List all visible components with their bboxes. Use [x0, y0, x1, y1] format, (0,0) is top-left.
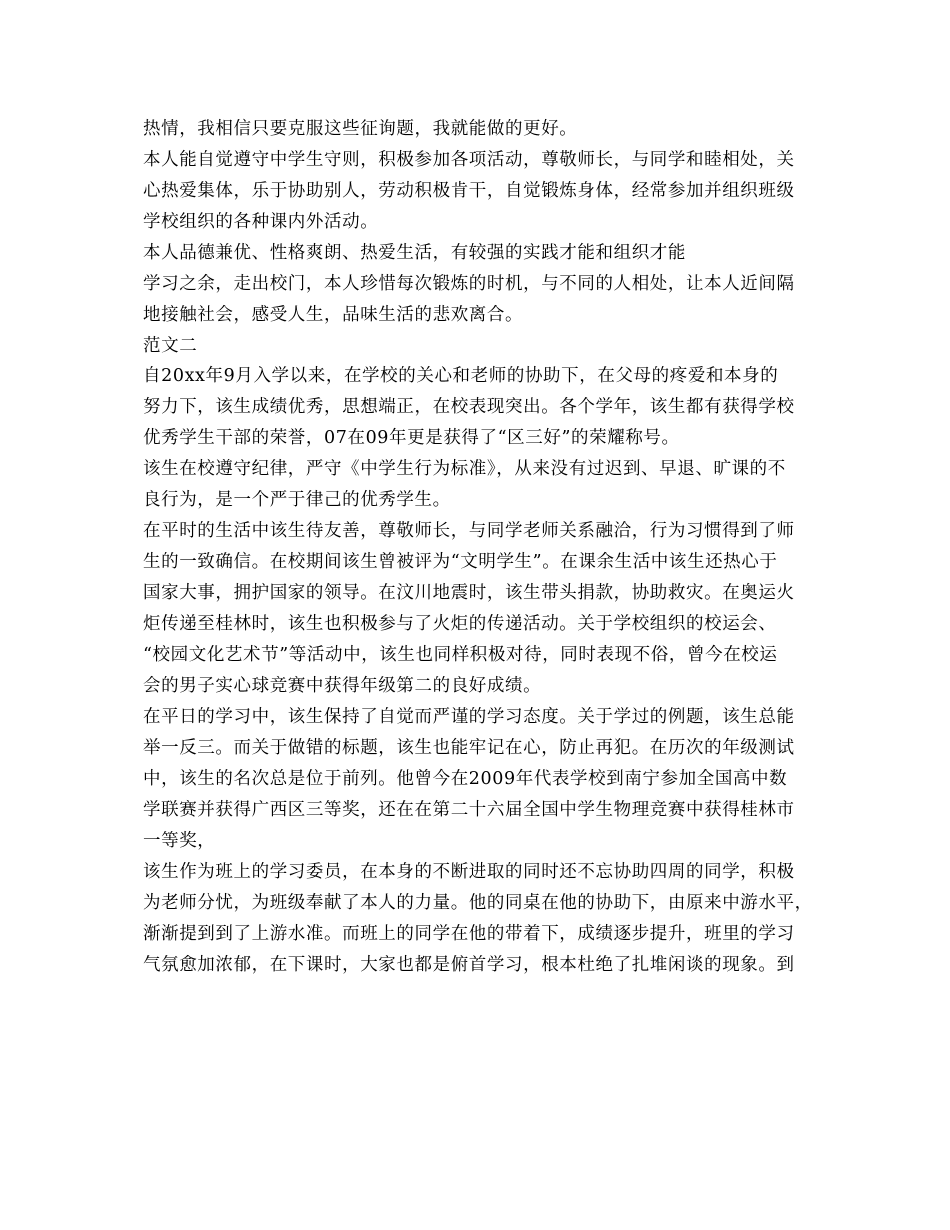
text-line: 地接触社会，感受人生，品味生活的悲欢离合。	[143, 305, 524, 325]
text-line: 努力下，该生成绩优秀，思想端正，在校表现突出。各个学年，该生都有获得学校	[143, 397, 795, 417]
text-line: 心热爱集体，乐于协助别人，劳动积极肯干，自觉锻炼身体，经常参加并组织班级	[143, 181, 795, 201]
document-body	[143, 114, 823, 981]
text-line: 为老师分忧，为班级奉献了本人的力量。他的同桌在他的协助下，由原来中游水平，	[143, 893, 813, 913]
text-line: 良行为，是一个严于律己的优秀学生。	[143, 490, 451, 510]
text-line: 会的男子实心球竞赛中获得年级第二的良好成绩。	[143, 676, 542, 696]
text-line: 本人品德兼优、性格爽朗、热爱生活，有较强的实践才能和组织才能	[143, 243, 686, 263]
text-line: 举一反三。而关于做错的标题，该生也能牢记在心，防止再犯。在历次的年级测试	[143, 738, 795, 758]
text-line: 学联赛并获得广西区三等奖，还在在第二十六届全国中学生物理竞赛中获得桂林市	[143, 800, 795, 820]
text-line: 自20xx年9月入学以来，在学校的关心和老师的协助下，在父母的疼爱和本身的	[143, 366, 779, 386]
text-line: 该生作为班上的学习委员，在本身的不断进取的同时还不忘协助四周的同学，积极	[143, 862, 795, 882]
text-line: 一等奖，	[143, 831, 216, 851]
text-line: 生的一致确信。在校期间该生曾被评为“文明学生”。在课余生活中该生还热心于	[143, 552, 778, 572]
text-line: 学校组织的各种课内外活动。	[143, 212, 379, 232]
text-line: 炬传递至桂林时，该生也积极参与了火炬的传递活动。关于学校组织的校运会、	[143, 614, 777, 634]
text-line: 国家大事，拥护国家的领导。在汶川地震时，该生带头捐款，协助救灾。在奥运火	[143, 583, 795, 603]
text-line: 热情，我相信只要克服这些征询题，我就能做的更好。	[143, 119, 578, 139]
text-line: 本人能自觉遵守中学生守则，积极参加各项活动，尊敬师长，与同学和睦相处，关	[143, 150, 795, 170]
text-line: 在平日的学习中，该生保持了自觉而严谨的学习态度。关于学过的例题，该生总能	[143, 707, 795, 727]
text-line: 中，该生的名次总是位于前列。他曾今在2009年代表学校到南宁参加全国高中数	[143, 769, 788, 789]
text-line: “校园文化艺术节”等活动中，该生也同样积极对待，同时表现不俗，曾今在校运	[143, 645, 778, 665]
section-heading: 范文二	[143, 336, 198, 356]
text-line: 学习之余，走出校门，本人珍惜每次锻炼的时机，与不同的人相处，让本人近间隔	[143, 274, 795, 294]
text-line: 该生在校遵守纪律，严守《中学生行为标准》，从来没有过迟到、早退、旷课的不	[143, 459, 786, 479]
text-line: 在平时的生活中该生待友善，尊敬师长，与同学老师关系融洽，行为习惯得到了师	[143, 521, 795, 541]
text-line: 气氛愈加浓郁，在下课时，大家也都是俯首学习，根本杜绝了扎堆闲谈的现象。到	[143, 955, 795, 975]
text-line: 优秀学生干部的荣誉，07在09年更是获得了“区三好”的荣耀称号。	[143, 428, 680, 448]
text-line: 渐渐提到到了上游水准。而班上的同学在他的带着下，成绩逐步提升，班里的学习	[143, 924, 795, 944]
